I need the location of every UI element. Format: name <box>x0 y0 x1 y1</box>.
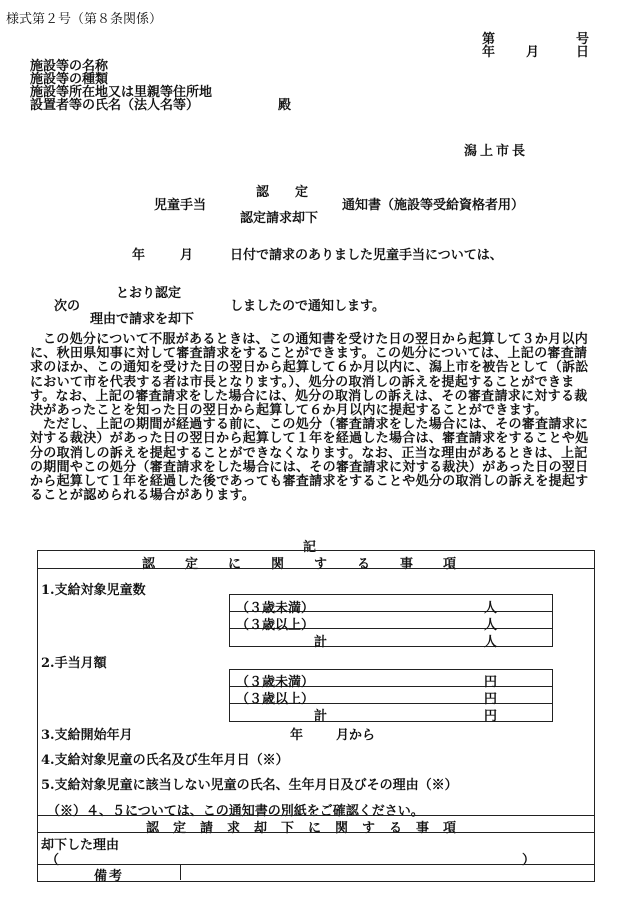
item4-label: 4.支給対象児童の氏名及び生年月日（※） <box>41 753 289 768</box>
amount-over3-unit: 円 <box>484 692 498 707</box>
appeal-notice <box>30 333 590 503</box>
title-prefix: 児童手当 <box>154 198 207 213</box>
addressee-representative: 設置者等の氏名（法人名等） <box>30 98 200 113</box>
section2-top-rule <box>37 815 594 816</box>
children-over3-unit: 人 <box>484 618 498 633</box>
amount-total-label: 計 <box>314 709 328 724</box>
item2-label: 2.手当月額 <box>41 656 107 671</box>
footnote: （※）４、５については、この通知書の別紙をご確認ください。 <box>47 804 424 819</box>
appeal-paragraph-1: この処分について不服があるときは、この通知書を受けた日の翌日から起算して３か月以内に、秋田県知事に対して審査請求をすることができます。この処分については、上記の審査請求のほか、この通知を受けた日の翌日から起算して６か月以内に、潟上市を被告として（訴訟において市を代表する者は市長となります。）、処分の取消しの訴えを提起することができます。なお、上記の審査請求をした場合には、処分の取消しの訴えは、その審査請求に対する裁決があったことを知った日の翌日から起算して６か月以内に提起することができます。 <box>30 332 589 419</box>
section1-header: 認定に関する事項 <box>142 557 487 572</box>
request-year: 年 <box>132 248 146 263</box>
decision-prefix: 次の <box>54 299 81 314</box>
children-over3-label: （３歳以上） <box>236 618 315 633</box>
doc-no-dai: 第 <box>482 32 496 47</box>
request-month: 月 <box>180 248 194 263</box>
decision-suffix: しましたので通知します。 <box>230 299 385 314</box>
remarks-divider <box>180 864 181 880</box>
appeal-paragraph-2: ただし、上記の期間が経過する前に、この処分（審査請求をした場合には、その審査請求に対する裁決）があった日の翌日から起算して１年を経過した場合は、審査請求をすることや処分の取消しの訴えを提起することができなくなります。なお、正当な理由があるときは、上記の期間やこの処分（審査請求をした場合には、その審査請求に対する裁決）があった日の翌日から起算して１年を経過した後であっても審査請求をすることや処分の取消しの訴えを提起することが認められる場合があります。 <box>30 417 589 504</box>
doc-no-go: 号 <box>576 32 590 47</box>
rejection-reason-label: 却下した理由 <box>41 838 120 853</box>
issuer: 潟上市長 <box>464 144 529 159</box>
form-id: 様式第２号（第８条関係） <box>6 12 163 27</box>
doc-date-year: 年 <box>482 45 496 60</box>
children-total-label: 計 <box>314 635 328 650</box>
rejection-paren-close: ） <box>522 853 536 868</box>
request-text: 日付で請求のありました児童手当については、 <box>230 248 503 263</box>
children-total-unit: 人 <box>484 635 498 650</box>
children-under3-label: （３歳未満） <box>236 601 315 616</box>
item1-label: 1.支給対象児童数 <box>41 583 146 598</box>
ki-label: 記 <box>303 540 317 555</box>
amount-over3-label: （３歳以上） <box>236 692 315 707</box>
doc-date-day: 日 <box>576 45 590 60</box>
amount-total-unit: 円 <box>484 709 498 724</box>
item3-label: 3.支給開始年月 <box>41 728 133 743</box>
children-under3-unit: 人 <box>484 601 498 616</box>
decision-option-top: とおり認定 <box>116 286 182 301</box>
remarks-label: 備考 <box>94 869 125 884</box>
addressee-type: 施設等の種類 <box>30 72 109 87</box>
decision-option-bottom: 理由で請求を却下 <box>90 312 195 327</box>
addressee-honorific: 殿 <box>278 98 292 113</box>
addressee-address: 施設等所在地又は里親等住所地 <box>30 85 213 100</box>
doc-date-month: 月 <box>526 45 540 60</box>
section2-header-rule <box>37 832 594 833</box>
item3-year: 年 <box>290 728 304 743</box>
title-option-top: 認 定 <box>256 185 309 200</box>
rejection-paren-open: （ <box>46 853 60 868</box>
amount-under3-unit: 円 <box>484 675 498 690</box>
title-option-bottom: 認定請求却下 <box>240 211 319 226</box>
section2-header: 認定請求却下に関する事項 <box>146 821 471 836</box>
amount-under3-label: （３歳未満） <box>236 675 315 690</box>
section1-header-rule <box>37 568 594 569</box>
title-suffix: 通知書（施設等受給資格者用） <box>342 198 525 213</box>
addressee-name: 施設等の名称 <box>30 59 109 74</box>
item3-month: 月から <box>336 728 376 743</box>
item5-label: 5.支給対象児童に該当しない児童の氏名、生年月日及びその理由（※） <box>41 778 458 793</box>
